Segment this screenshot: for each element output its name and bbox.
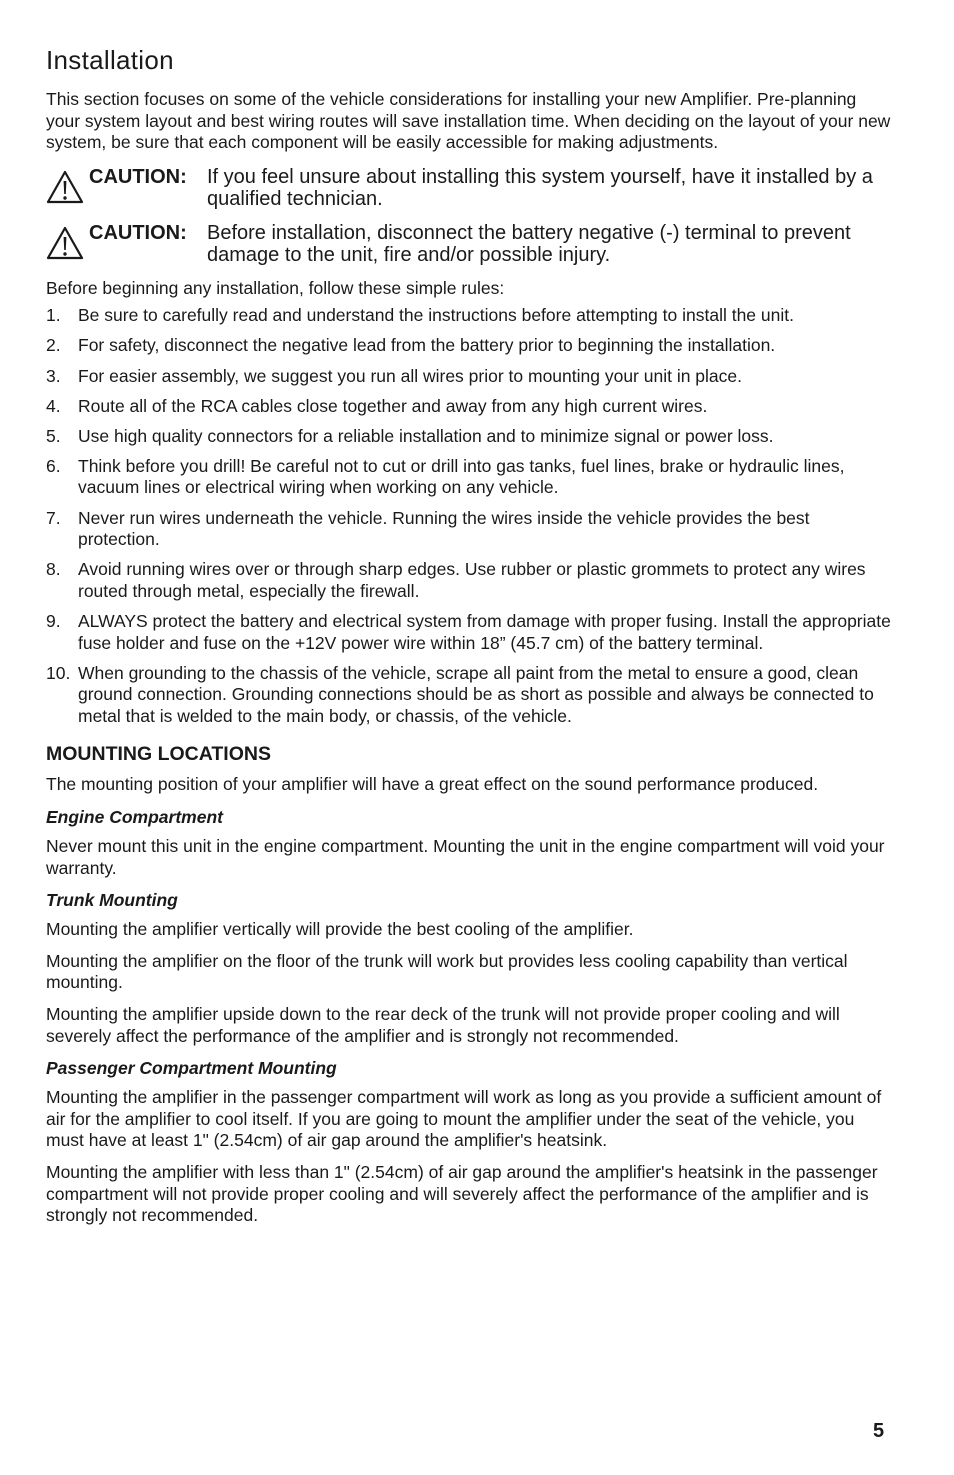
rule-item [46,426,891,448]
rule-item [46,335,891,357]
rule-item [46,663,891,728]
rule-item [46,396,891,418]
rule-number: 4. [46,395,61,416]
rule-number: 5. [46,425,61,446]
rule-item [46,305,891,327]
trunk-mounting-heading: Trunk Mounting [46,890,178,911]
rule-text: Think before you drill! Be careful not to cut or drill into gas tanks, fuel lines, brake or hydraulic lines, vacuum lines or electrical wiring when working on any vehicle. [78,455,845,498]
trunk-paragraph: Mounting the amplifier on the floor of the trunk will work but provides less cooling capability than vertical mounting. [46,950,848,993]
rule-text: For easier assembly, we suggest you run all wires prior to mounting your unit in place. [78,365,743,386]
rule-text: Use high quality connectors for a reliable installation and to minimize signal or power loss. [78,425,774,446]
rules-list [46,305,891,727]
rule-text: Route all of the RCA cables close together and away from any high current wires. [78,395,708,416]
rule-text: For safety, disconnect the negative lead from the battery prior to beginning the installation. [78,335,776,356]
mounting-intro: The mounting position of your amplifier will have a great effect on the sound performance produced. [46,774,819,795]
rule-item [46,508,891,551]
rule-text: Never run wires underneath the vehicle. Running the wires inside the vehicle provides the best protection. [78,507,810,550]
trunk-paragraph: Mounting the amplifier vertically will provide the best cooling of the amplifier. [46,919,634,940]
rule-text: Avoid running wires over or through sharp edges. Use rubber or plastic grommets to protect any wires routed through metal, especially the firewall. [78,559,866,601]
rule-item [46,366,891,388]
caution-label: CAUTION: [89,165,187,188]
rule-number: 9. [46,610,61,631]
engine-compartment-heading: Engine Compartment [46,806,223,827]
rule-number: 1. [46,305,61,326]
caution-text: Before installation, disconnect the battery negative (-) terminal to prevent damage to the unit, fire and/or possible injury. [207,221,851,266]
caution-label: CAUTION: [89,221,187,244]
rule-item [46,456,891,499]
page-title: Installation [46,45,174,75]
mounting-locations-heading: MOUNTING LOCATIONS [46,743,271,766]
warning-triangle-icon [46,170,84,204]
rule-number: 6. [46,455,61,476]
rule-text: When grounding to the chassis of the vehicle, scrape all paint from the metal to ensure a good, clean ground connection. Grounding connections should be as short as possible and always be connected to metal that is welded to the main body, or chassis, of the vehicle. [78,662,874,726]
rule-text: ALWAYS protect the battery and electrical system from damage with proper fusing. Install the appropriate fuse holder and fuse on the +12V power wire within 18” (45.7 cm) of the battery terminal. [78,610,891,653]
intro-paragraph: This section focuses on some of the vehicle considerations for installing your new Amplifier. Pre-planning your system layout and best wiring routes will save installation time. When deciding on the layout of your new system, be sure that each component will be easily accessible for making adjustments. [46,89,891,153]
caution-block-1 [46,166,891,210]
rules-lead: Before beginning any installation, follow these simple rules: [46,277,505,298]
rule-number: 7. [46,507,61,528]
page-number: 5 [873,1420,885,1442]
rule-number: 3. [46,365,61,386]
passenger-paragraph: Mounting the amplifier with less than 1" (2.54cm) of air gap around the amplifier's heatsink in the passenger compartment will not provide proper cooling and will severely affect the performance of the amplifier and is strongly not recommended. [46,1161,878,1226]
rule-text: Be sure to carefully read and understand the instructions before attempting to install the unit. [78,305,794,326]
caution-text: If you feel unsure about installing this system yourself, have it installed by a qualified technician. [207,165,873,210]
rule-number: 10. [46,662,71,683]
rule-item [46,559,891,602]
warning-triangle-icon [46,226,84,260]
page-content [46,44,891,1237]
passenger-paragraph: Mounting the amplifier in the passenger compartment will work as long as you provide a sufficient amount of air for the amplifier to cool itself. If you are going to mount the amplifier under the seat of the vehicle, you must have at least 1" (2.54cm) of air gap around the amplifier's heatsink. [46,1087,882,1151]
passenger-compartment-heading: Passenger Compartment Mounting [46,1058,337,1079]
rule-number: 8. [46,559,61,580]
trunk-paragraph: Mounting the amplifier upside down to the rear deck of the trunk will not provide proper cooling and will severely affect the performance of the amplifier and is strongly not recommended. [46,1003,840,1046]
engine-compartment-text: Never mount this unit in the engine compartment. Mounting the unit in the engine compartment will void your warranty. [46,835,885,878]
caution-block-2 [46,222,891,266]
rule-number: 2. [46,335,61,356]
rule-item [46,611,891,654]
